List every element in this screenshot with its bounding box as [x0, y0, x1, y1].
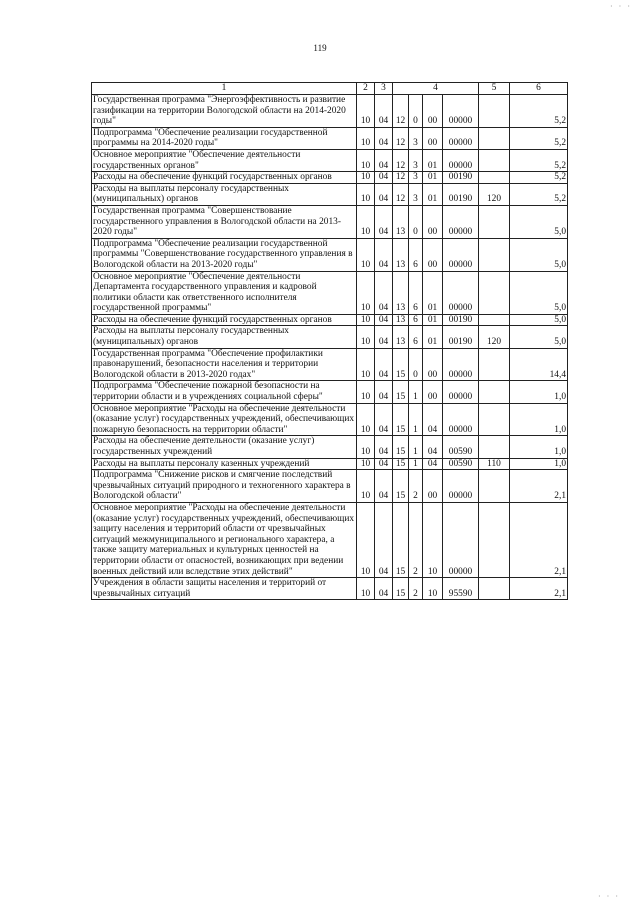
row-expense-type: [479, 470, 510, 503]
row-subsection-code: 04: [375, 95, 393, 128]
row-direction-code: 00190: [443, 314, 479, 326]
row-subsection-code: 04: [375, 172, 393, 184]
row-section-code: 10: [357, 436, 375, 458]
row-direction-code: 00000: [443, 403, 479, 436]
table-row: [92, 172, 568, 184]
row-amount: 2,1: [510, 502, 568, 577]
row-direction-code: 00000: [443, 271, 479, 314]
header-col-6: 6: [510, 83, 568, 95]
row-name: Расходы на обеспечение функций государственных органов: [92, 172, 357, 184]
row-measure-code: 00: [423, 127, 443, 149]
row-section-code: 10: [357, 271, 375, 314]
row-direction-code: 00000: [443, 348, 479, 381]
row-section-code: 10: [357, 149, 375, 171]
header-col-1: 1: [92, 83, 357, 95]
row-measure-code: 01: [423, 326, 443, 348]
row-expense-type: [479, 95, 510, 128]
row-section-code: 10: [357, 326, 375, 348]
header-col-4: 4: [393, 83, 479, 95]
row-name: Основное мероприятие "Обеспечение деятельности государственных органов": [92, 149, 357, 171]
table-row: [92, 183, 568, 205]
row-expense-type: [479, 502, 510, 577]
row-section-code: 10: [357, 205, 375, 238]
row-amount: 5,0: [510, 205, 568, 238]
row-measure-code: 01: [423, 271, 443, 314]
row-direction-code: 00000: [443, 238, 479, 271]
row-subsection-code: 04: [375, 205, 393, 238]
row-subsection-code: 04: [375, 127, 393, 149]
row-subprogram-code: 3: [409, 183, 423, 205]
row-subprogram-code: 3: [409, 172, 423, 184]
row-name: Основное мероприятие "Расходы на обеспечение деятельности (оказание услуг) государственных учреждений, обеспечивающих защиту населения и территорий области от чрезвычайных ситуаций межмуниципального и регионального характера, а также защиту материальных и культурных ценностей на территории области от опасностей, возникающих при ведении военных действий или вследствие этих действий": [92, 502, 357, 577]
row-direction-code: 00190: [443, 183, 479, 205]
row-amount: 1,0: [510, 403, 568, 436]
row-section-code: 10: [357, 381, 375, 403]
row-name: Государственная программа "Обеспечение профилактики правонарушений, безопасности населения и территории Вологодской области в 2013-2020 годах": [92, 348, 357, 381]
budget-table: [91, 82, 568, 600]
row-measure-code: 00: [423, 238, 443, 271]
row-program-code: 15: [393, 578, 409, 600]
row-amount: 5,2: [510, 95, 568, 128]
row-measure-code: 04: [423, 458, 443, 470]
row-subprogram-code: 2: [409, 578, 423, 600]
row-subprogram-code: 0: [409, 95, 423, 128]
scan-mark-bottom: · · ·: [598, 892, 620, 901]
row-expense-type: [479, 381, 510, 403]
row-program-code: 12: [393, 149, 409, 171]
row-subprogram-code: 0: [409, 205, 423, 238]
row-section-code: 10: [357, 403, 375, 436]
row-subprogram-code: 2: [409, 502, 423, 577]
row-program-code: 15: [393, 470, 409, 503]
row-subsection-code: 04: [375, 578, 393, 600]
row-amount: 2,1: [510, 470, 568, 503]
row-name: Подпрограмма "Обеспечение пожарной безопасности на территории области и в учреждениях социальной сферы": [92, 381, 357, 403]
table-row: [92, 326, 568, 348]
row-name: Учреждения в области защиты населения и территорий от чрезвычайных ситуаций: [92, 578, 357, 600]
row-program-code: 15: [393, 436, 409, 458]
row-name: Расходы на обеспечение функций государственных органов: [92, 314, 357, 326]
table-row: [92, 205, 568, 238]
row-expense-type: [479, 314, 510, 326]
row-name: Основное мероприятие "Расходы на обеспечение деятельности (оказание услуг) государственных учреждений, обеспечивающих пожарную безопасность на территории области": [92, 403, 357, 436]
row-expense-type: [479, 172, 510, 184]
row-amount: 5,2: [510, 149, 568, 171]
table-row: [92, 381, 568, 403]
row-section-code: 10: [357, 127, 375, 149]
row-subprogram-code: 6: [409, 314, 423, 326]
table-row: [92, 238, 568, 271]
row-subprogram-code: 1: [409, 381, 423, 403]
row-subprogram-code: 1: [409, 436, 423, 458]
row-subprogram-code: 3: [409, 127, 423, 149]
table-row: [92, 470, 568, 503]
row-section-code: 10: [357, 172, 375, 184]
table-row: [92, 403, 568, 436]
row-subprogram-code: 1: [409, 403, 423, 436]
row-program-code: 12: [393, 95, 409, 128]
row-name: Подпрограмма "Снижение рисков и смягчение последствий чрезвычайных ситуаций природного и техногенного характера в Вологодской области": [92, 470, 357, 503]
row-expense-type: [479, 127, 510, 149]
row-name: Расходы на выплаты персоналу государственных (муниципальных) органов: [92, 183, 357, 205]
row-name: Подпрограмма "Обеспечение реализации государственной программы на 2014-2020 годы": [92, 127, 357, 149]
row-expense-type: [479, 149, 510, 171]
row-subprogram-code: 2: [409, 470, 423, 503]
row-subsection-code: 04: [375, 238, 393, 271]
row-direction-code: 95590: [443, 578, 479, 600]
row-section-code: 10: [357, 183, 375, 205]
row-expense-type: [479, 205, 510, 238]
row-amount: 1,0: [510, 458, 568, 470]
row-subprogram-code: 6: [409, 238, 423, 271]
row-expense-type: 110: [479, 458, 510, 470]
row-expense-type: [479, 348, 510, 381]
row-section-code: 10: [357, 238, 375, 271]
row-subprogram-code: 6: [409, 326, 423, 348]
table-row: [92, 314, 568, 326]
row-section-code: 10: [357, 470, 375, 503]
row-direction-code: 00000: [443, 381, 479, 403]
row-subprogram-code: 1: [409, 458, 423, 470]
row-subsection-code: 04: [375, 149, 393, 171]
row-measure-code: 00: [423, 470, 443, 503]
table-row: [92, 149, 568, 171]
row-expense-type: [479, 271, 510, 314]
row-name: Подпрограмма "Обеспечение реализации государственной программы "Совершенствование государственного управления в Вологодской области на 2013-2020 годы": [92, 238, 357, 271]
row-subsection-code: 04: [375, 314, 393, 326]
row-direction-code: 00190: [443, 326, 479, 348]
row-subsection-code: 04: [375, 458, 393, 470]
row-direction-code: 00000: [443, 149, 479, 171]
row-program-code: 15: [393, 381, 409, 403]
row-amount: 5,0: [510, 271, 568, 314]
row-name: Расходы на выплаты персоналу казенных учреждений: [92, 458, 357, 470]
header-col-2: 2: [357, 83, 375, 95]
row-direction-code: 00000: [443, 470, 479, 503]
row-expense-type: [479, 403, 510, 436]
row-measure-code: 01: [423, 314, 443, 326]
row-name: Основное мероприятие "Обеспечение деятельности Департамента государственного управления и кадровой политики области как ответственного исполнителя государственной программы": [92, 271, 357, 314]
row-measure-code: 04: [423, 403, 443, 436]
row-subsection-code: 04: [375, 326, 393, 348]
row-amount: 5,0: [510, 314, 568, 326]
row-section-code: 10: [357, 502, 375, 577]
row-direction-code: 00190: [443, 172, 479, 184]
row-subprogram-code: 0: [409, 348, 423, 381]
table-row: [92, 271, 568, 314]
row-amount: 5,0: [510, 238, 568, 271]
row-name: Государственная программа "Энергоэффективность и развитие газификации на территории Вологодской области на 2014-2020 годы": [92, 95, 357, 128]
row-subsection-code: 04: [375, 403, 393, 436]
table-row: [92, 578, 568, 600]
scan-mark-top: · · ·: [610, 2, 632, 11]
row-subprogram-code: 6: [409, 271, 423, 314]
row-amount: 2,1: [510, 578, 568, 600]
table-row: [92, 348, 568, 381]
row-expense-type: [479, 578, 510, 600]
row-program-code: 12: [393, 127, 409, 149]
row-subsection-code: 04: [375, 271, 393, 314]
row-direction-code: 00590: [443, 436, 479, 458]
row-section-code: 10: [357, 458, 375, 470]
row-measure-code: 10: [423, 502, 443, 577]
row-subsection-code: 04: [375, 470, 393, 503]
row-amount: 14,4: [510, 348, 568, 381]
table-row: [92, 458, 568, 470]
row-amount: 5,2: [510, 172, 568, 184]
row-program-code: 13: [393, 314, 409, 326]
row-measure-code: 00: [423, 348, 443, 381]
row-subsection-code: 04: [375, 502, 393, 577]
row-program-code: 15: [393, 403, 409, 436]
table-header-row: [92, 83, 568, 95]
row-section-code: 10: [357, 314, 375, 326]
table-row: [92, 127, 568, 149]
row-program-code: 12: [393, 172, 409, 184]
header-col-3: 3: [375, 83, 393, 95]
table-row: [92, 95, 568, 128]
row-amount: 1,0: [510, 381, 568, 403]
row-section-code: 10: [357, 95, 375, 128]
row-direction-code: 00000: [443, 127, 479, 149]
table-row: [92, 436, 568, 458]
row-section-code: 10: [357, 348, 375, 381]
row-expense-type: [479, 238, 510, 271]
row-measure-code: 00: [423, 381, 443, 403]
row-expense-type: [479, 436, 510, 458]
table-row: [92, 502, 568, 577]
row-program-code: 15: [393, 348, 409, 381]
row-direction-code: 00000: [443, 502, 479, 577]
row-measure-code: 01: [423, 149, 443, 171]
row-program-code: 13: [393, 238, 409, 271]
row-direction-code: 00590: [443, 458, 479, 470]
row-measure-code: 10: [423, 578, 443, 600]
row-name: Расходы на выплаты персоналу государственных (муниципальных) органов: [92, 326, 357, 348]
row-program-code: 13: [393, 326, 409, 348]
row-measure-code: 00: [423, 205, 443, 238]
header-col-5: 5: [479, 83, 510, 95]
row-amount: 5,2: [510, 183, 568, 205]
row-direction-code: 00000: [443, 205, 479, 238]
row-subsection-code: 04: [375, 436, 393, 458]
row-measure-code: 04: [423, 436, 443, 458]
row-measure-code: 01: [423, 172, 443, 184]
row-subsection-code: 04: [375, 381, 393, 403]
row-subsection-code: 04: [375, 183, 393, 205]
row-subprogram-code: 3: [409, 149, 423, 171]
row-expense-type: 120: [479, 326, 510, 348]
row-name: Расходы на обеспечение деятельности (оказание услуг) государственных учреждений: [92, 436, 357, 458]
row-measure-code: 01: [423, 183, 443, 205]
row-amount: 5,2: [510, 127, 568, 149]
row-amount: 5,0: [510, 326, 568, 348]
row-section-code: 10: [357, 578, 375, 600]
row-program-code: 12: [393, 183, 409, 205]
row-expense-type: 120: [479, 183, 510, 205]
row-program-code: 15: [393, 458, 409, 470]
row-direction-code: 00000: [443, 95, 479, 128]
row-program-code: 15: [393, 502, 409, 577]
row-name: Государственная программа "Совершенствование государственного управления в Вологодской области на 2013-2020 годы": [92, 205, 357, 238]
row-amount: 1,0: [510, 436, 568, 458]
page-number: 119: [313, 43, 327, 53]
row-subsection-code: 04: [375, 348, 393, 381]
row-program-code: 13: [393, 271, 409, 314]
row-measure-code: 00: [423, 95, 443, 128]
row-program-code: 13: [393, 205, 409, 238]
